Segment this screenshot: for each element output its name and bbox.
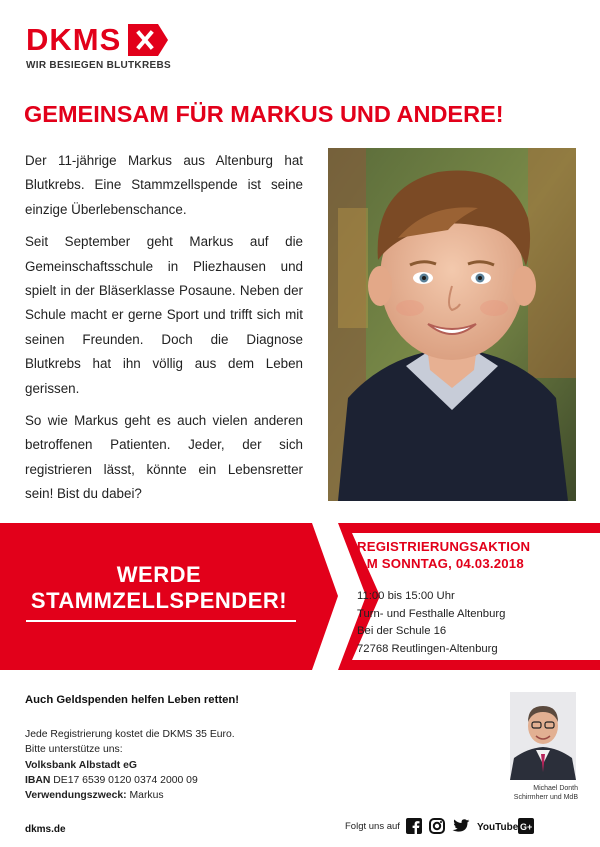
logo-tagline: WIR BESIEGEN BLUTKREBS <box>26 60 171 71</box>
patron-photo <box>510 692 576 780</box>
cross-icon <box>128 24 168 61</box>
cta-underline <box>26 620 296 622</box>
patient-photo <box>328 148 576 501</box>
story-paragraph-3: So wie Markus geht es auch vielen anderen betroffenen Patienten. Jeder, der sich registrieren lässt, könnte ein Lebensretter sein! Bist du dabei? <box>25 413 303 502</box>
donation-cost: Jede Registrierung kostet die DKMS 35 Euro. <box>25 729 235 740</box>
event-title <box>357 538 587 572</box>
donation-heading: Auch Geldspenden helfen Leben retten! <box>25 694 240 706</box>
story-paragraph-2: Seit September geht Markus auf die Gemeinschaftsschule in Pliezhausen und spielt in der Bläserklasse Posaune. Neben der Schule macht er gerne Sport und trifft sich mit seinen Freunden. Doch die Diagnose Blutkrebs hat ihn völlig aus dem Leben gerissen. <box>25 234 303 396</box>
instagram-icon[interactable] <box>429 818 445 834</box>
cta-line-1: WERDE <box>116 562 202 587</box>
event-venue: Turn- und Festhalle Altenburg <box>357 607 506 620</box>
purpose-label: Verwendungszweck: <box>25 790 127 802</box>
story-text <box>25 149 303 515</box>
donation-details <box>25 727 235 803</box>
event-time: 11:00 bis 15:00 Uhr <box>357 590 455 602</box>
event-details <box>357 588 587 658</box>
cta-text <box>0 562 318 614</box>
event-street: Bei der Schule 16 <box>357 625 447 638</box>
patron-caption <box>470 784 578 802</box>
event-city: 72768 Reutlingen-Altenburg <box>357 642 498 655</box>
story-paragraph-1: Der 11-jährige Markus aus Altenburg hat Blutkrebs. Eine Stammzellspende ist seine einzige Überlebenschance. <box>25 153 303 217</box>
event-info <box>357 538 587 658</box>
donation-bank: Volksbank Albstadt eG <box>25 759 138 771</box>
youtube-icon-label: YouTube <box>476 822 519 833</box>
event-title-line-1: REGISTRIERUNGSAKTION <box>357 539 531 554</box>
logo-wordmark: DKMS <box>26 22 122 57</box>
purpose-value: Markus <box>129 790 164 802</box>
website-link[interactable]: dkms.de <box>25 824 66 835</box>
iban-label: IBAN <box>25 774 51 786</box>
patron-role: Schirmherr und MdB <box>513 794 578 801</box>
donation-request: Bitte unterstütze uns: <box>25 744 123 756</box>
facebook-icon[interactable] <box>406 818 422 834</box>
iban-value: DE17 6539 0120 0374 2000 09 <box>53 774 198 786</box>
dkms-logo <box>26 24 168 61</box>
google-plus-icon-label: G+ <box>519 822 533 832</box>
follow-label: Folgt uns auf <box>345 820 400 832</box>
headline: GEMEINSAM FÜR MARKUS UND ANDERE! <box>24 101 504 127</box>
youtube-icon[interactable] <box>476 818 519 834</box>
twitter-icon[interactable] <box>452 819 470 834</box>
google-plus-icon[interactable] <box>518 818 534 834</box>
patron-name: Michael Donth <box>533 785 578 792</box>
social-bar <box>345 816 541 836</box>
cta-line-2: STAMMZELLSPENDER! <box>30 588 288 613</box>
event-title-line-2: AM SONNTAG, 04.03.2018 <box>357 556 524 571</box>
